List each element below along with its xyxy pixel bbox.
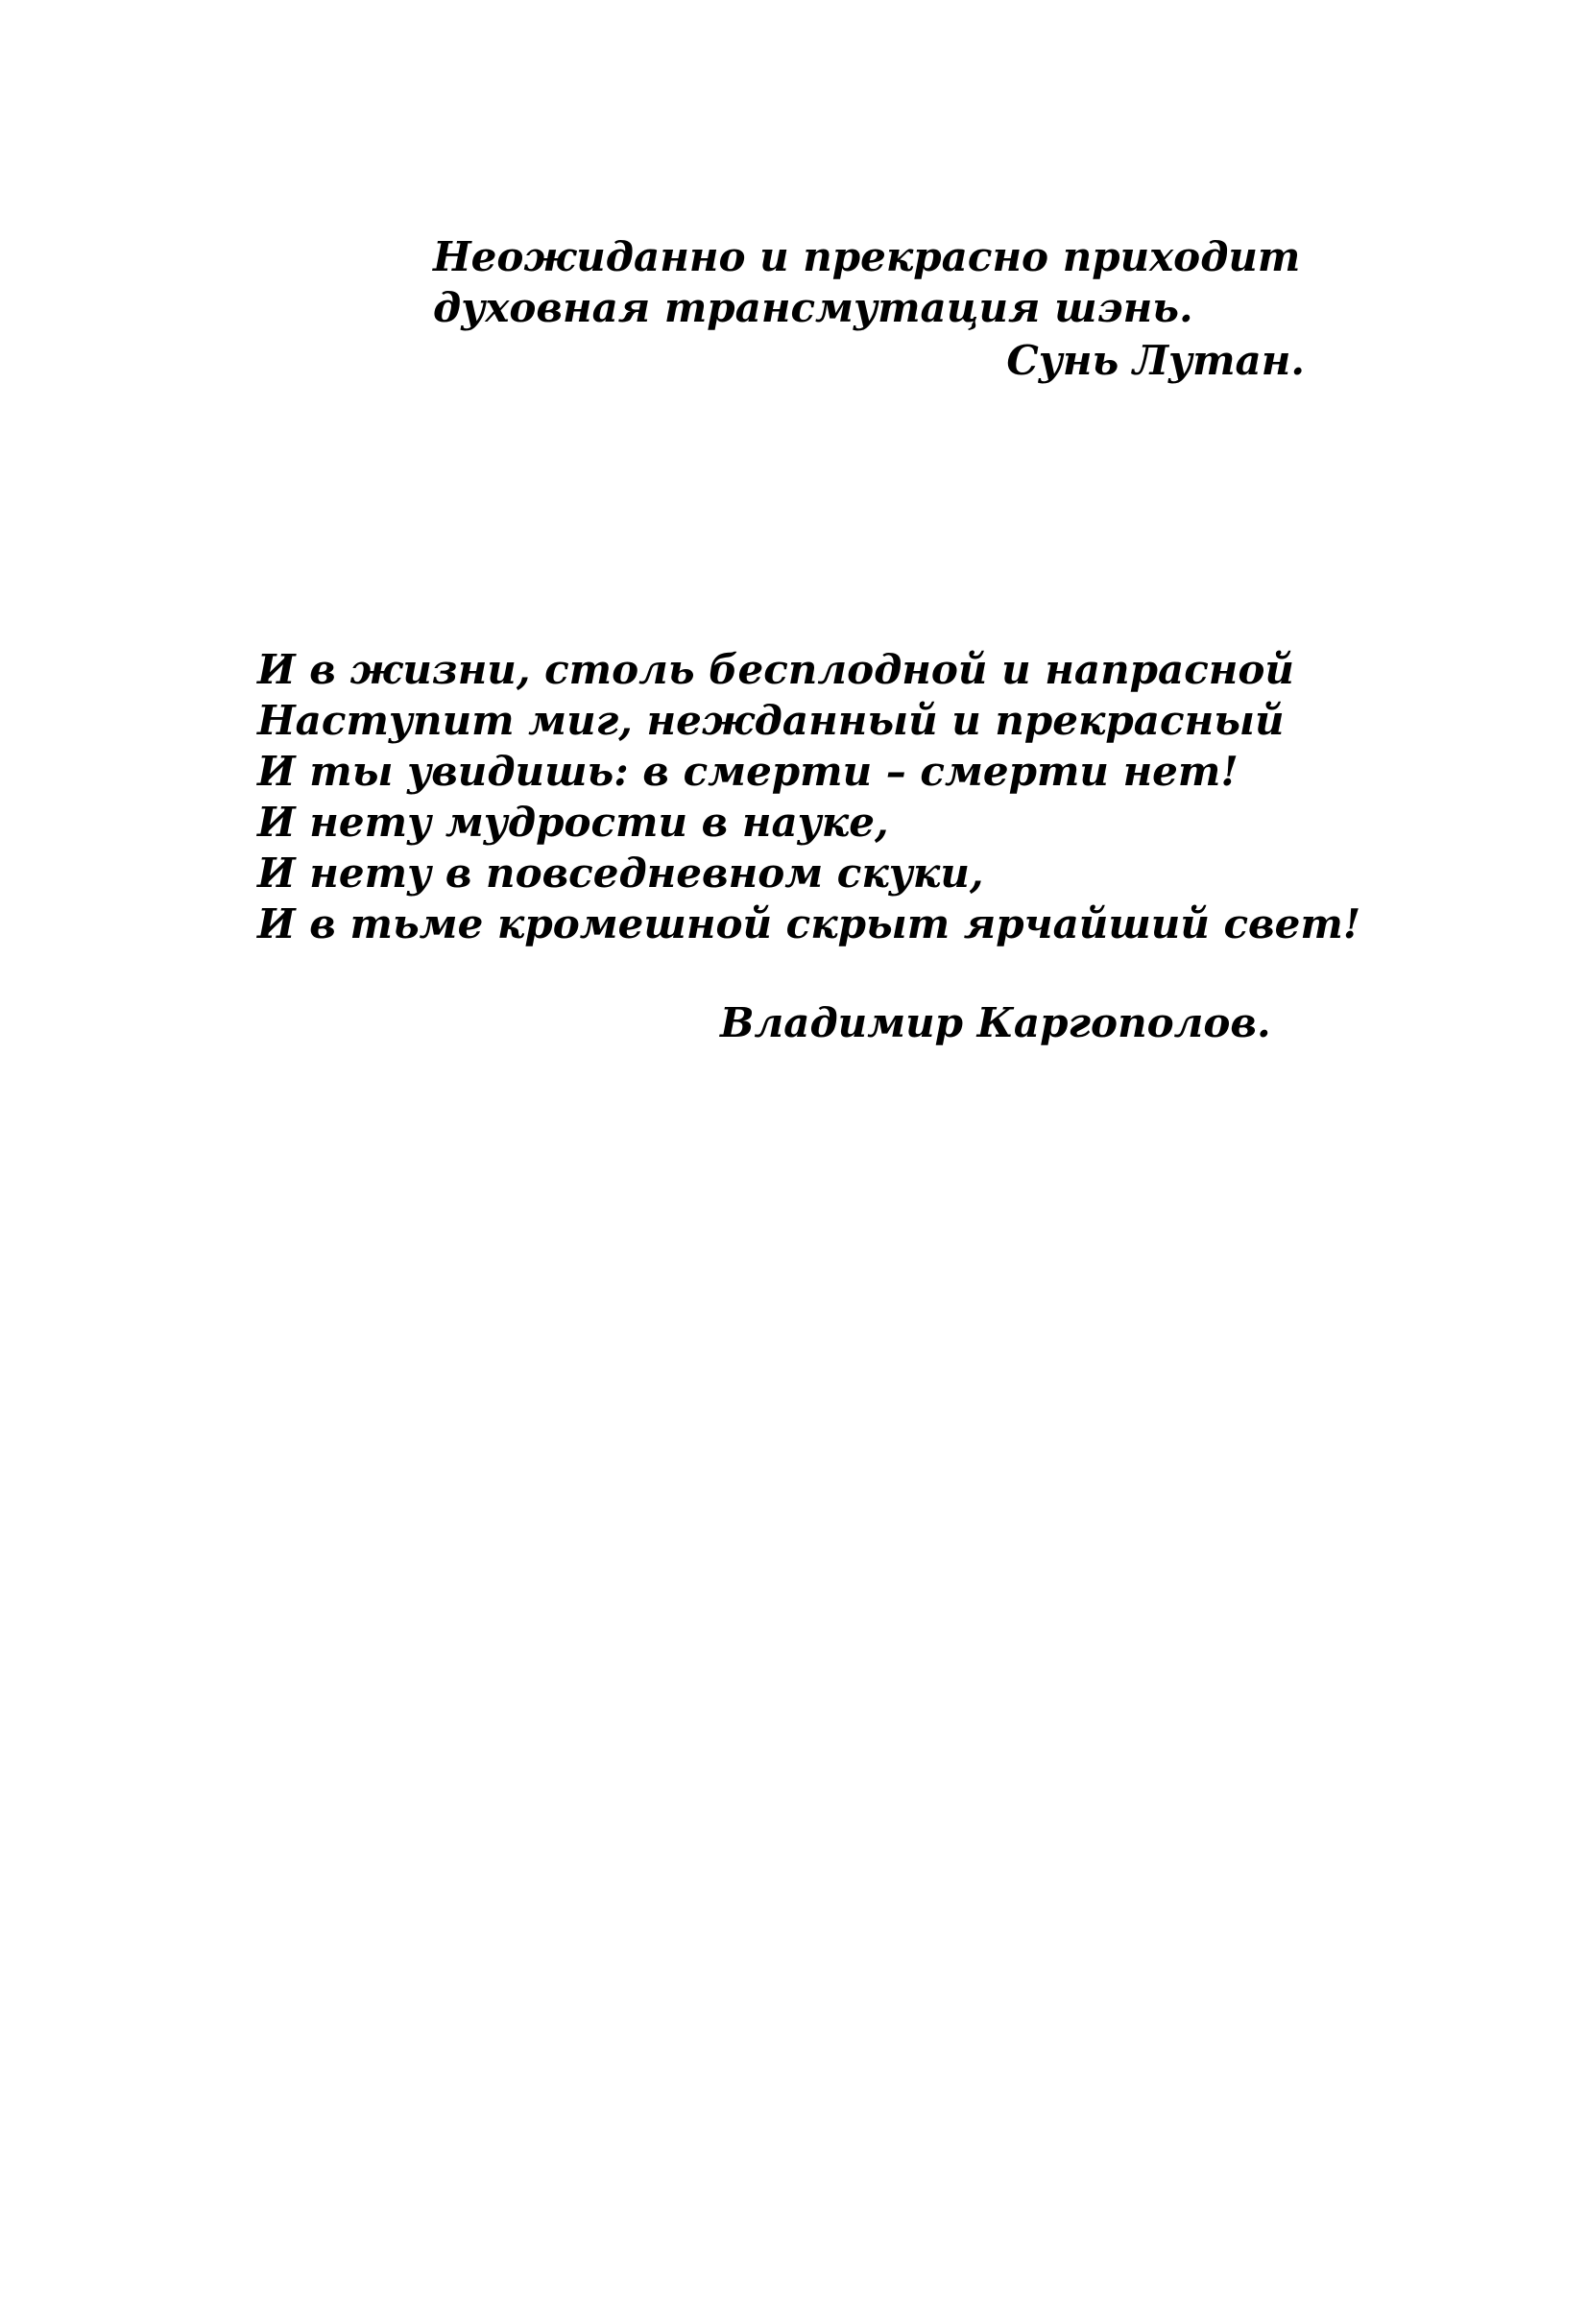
poem-line-3: И ты увидишь: в смерти – смерти нет! <box>257 748 1239 795</box>
poem-line-6: И в тьме кромешной скрыт ярчайший свет! <box>257 900 1361 947</box>
poem-line-1: И в жизни, столь бесплодной и напрасной <box>257 646 1294 693</box>
epigraph-line-1: Неожиданно и прекрасно приходит <box>433 233 1301 280</box>
poem-line-2: Наступит миг, нежданный и прекрасный <box>257 697 1285 744</box>
poem-line-4: И нету мудрости в науке, <box>257 799 889 846</box>
poem-author: Владимир Каргополов. <box>720 999 1271 1046</box>
epigraph-line-2: духовная трансмутация шэнь. <box>433 284 1193 331</box>
epigraph-author: Сунь Лутан. <box>1006 337 1305 384</box>
poem-line-5: И нету в повседневном скуки, <box>257 850 984 897</box>
